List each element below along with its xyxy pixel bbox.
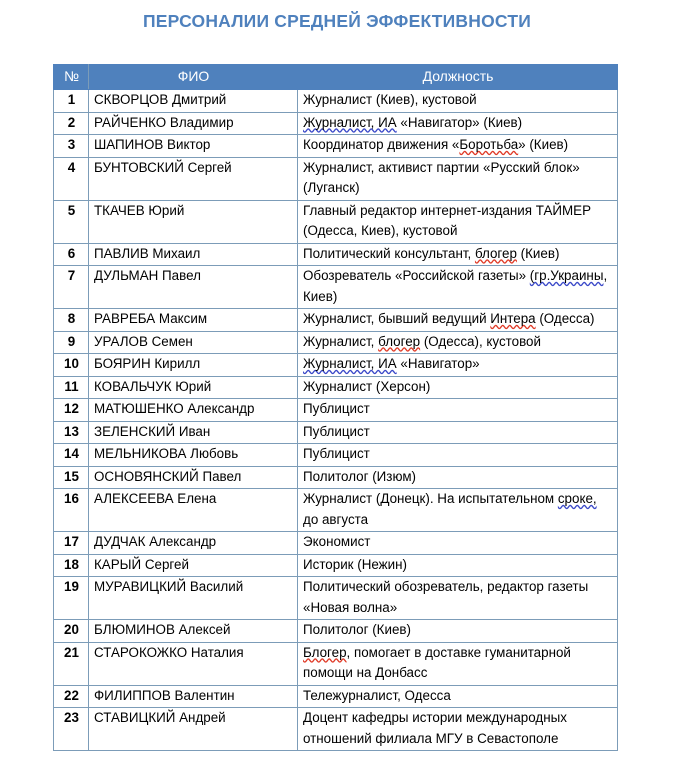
cell-number: 14 (54, 444, 89, 467)
cell-number: 3 (54, 135, 89, 158)
cell-fullname: БУНТОВСКИЙ Сергей (89, 157, 298, 200)
cell-number: 16 (54, 489, 89, 532)
cell-number: 12 (54, 399, 89, 422)
cell-fullname: ЗЕЛЕНСКИЙ Иван (89, 421, 298, 444)
table-body (54, 90, 618, 751)
position-text: «Навигатор» (Киев) (396, 114, 523, 130)
cell-position (298, 135, 618, 158)
cell-position (298, 642, 618, 685)
position-text: Журналист, бывший ведущий (303, 311, 491, 326)
cell-fullname: КОВАЛЬЧУК Юрий (89, 376, 298, 399)
cell-fullname: ДУЛЬМАН Павел (89, 266, 298, 309)
page-title: ПЕРСОНАЛИИ СРЕДНЕЙ ЭФФЕКТИВНОСТИ (143, 11, 531, 31)
cell-position (298, 200, 618, 243)
cell-position (298, 399, 618, 422)
cell-number: 22 (54, 685, 89, 708)
position-text: Координатор движения « (303, 137, 460, 152)
persons-table (53, 64, 618, 751)
position-text: Тележурналист, Одесса (303, 687, 451, 703)
cell-position (298, 266, 618, 309)
table-row (54, 266, 618, 309)
position-text: Журналист (Херсон) (303, 378, 431, 394)
cell-fullname: ШАПИНОВ Виктор (89, 135, 298, 158)
cell-position (298, 444, 618, 467)
position-text: Публицист (303, 446, 370, 461)
position-text: Политолог (Изюм) (303, 468, 417, 484)
position-text: Политолог (Киев) (303, 622, 411, 637)
cell-fullname: БЛЮМИНОВ Алексей (89, 620, 298, 643)
position-text: Журналист (Донецк). На испытательном (303, 491, 558, 506)
spellcheck-error-text: блогер (378, 333, 421, 349)
cell-number: 18 (54, 554, 89, 577)
column-header-position: Должность (298, 65, 618, 90)
cell-position (298, 466, 618, 489)
cell-number: 15 (54, 466, 89, 489)
cell-number: 11 (54, 376, 89, 399)
table-header-row (54, 65, 618, 90)
cell-fullname: ДУДЧАК Александр (89, 532, 298, 555)
column-header-fullname: ФИО (89, 65, 298, 90)
cell-number: 10 (54, 354, 89, 377)
cell-number: 20 (54, 620, 89, 643)
cell-position (298, 331, 618, 354)
position-text: Журналист, активист партии «Русский блок» (Луганск) (303, 159, 580, 195)
cell-position (298, 309, 618, 332)
grammarcheck-error-text: Журналист, ИА (303, 114, 397, 130)
position-text: до августа (303, 511, 369, 527)
table-row (54, 200, 618, 243)
table-row (54, 466, 618, 489)
cell-position (298, 577, 618, 620)
position-text: Политический обозреватель, редактор газеты «Новая волна» (303, 579, 589, 615)
table-row (54, 157, 618, 200)
cell-fullname: ОСНОВЯНСКИЙ Павел (89, 466, 298, 489)
table-row (54, 309, 618, 332)
cell-position (298, 354, 618, 377)
grammarcheck-error-text: (гр.Украины (529, 268, 604, 283)
cell-position (298, 620, 618, 643)
column-header-number: № (54, 65, 89, 90)
table-header (54, 65, 618, 90)
table-row (54, 708, 618, 751)
cell-fullname: РАЙЧЕНКО Владимир (89, 112, 298, 135)
table-row (54, 421, 618, 444)
cell-number: 5 (54, 200, 89, 243)
cell-position (298, 243, 618, 266)
cell-position (298, 685, 618, 708)
cell-position (298, 90, 618, 113)
position-text: Экономист (303, 534, 371, 549)
table-row (54, 620, 618, 643)
table-row (54, 243, 618, 266)
position-text: Политический консультант, (303, 245, 475, 261)
cell-fullname: БОЯРИН Кирилл (89, 354, 298, 377)
cell-position (298, 376, 618, 399)
cell-fullname: ФИЛИППОВ Валентин (89, 685, 298, 708)
position-text: Публицист (303, 423, 370, 439)
table-row (54, 685, 618, 708)
persons-table-container (53, 64, 617, 751)
position-text: Обозреватель «Российской газеты» (303, 268, 530, 283)
table-row (54, 577, 618, 620)
cell-position (298, 157, 618, 200)
spellcheck-error-text: Блогер (303, 644, 347, 660)
cell-position (298, 554, 618, 577)
cell-position (298, 489, 618, 532)
cell-fullname: СТАРОКОЖКО Наталия (89, 642, 298, 685)
position-text: (Киев) (516, 245, 560, 261)
cell-number: 17 (54, 532, 89, 555)
cell-fullname: СТАВИЦКИЙ Андрей (89, 708, 298, 751)
table-row (54, 554, 618, 577)
table-row (54, 135, 618, 158)
cell-number: 2 (54, 112, 89, 135)
table-row (54, 112, 618, 135)
cell-fullname: МУРАВИЦКИЙ Василий (89, 577, 298, 620)
position-text: «Навигатор» (396, 356, 480, 371)
position-text: , Киев) (303, 268, 608, 304)
table-row (54, 532, 618, 555)
cell-number: 19 (54, 577, 89, 620)
cell-number: 1 (54, 90, 89, 113)
table-row (54, 354, 618, 377)
position-text: (Одесса), кустовой (420, 333, 541, 349)
cell-position (298, 421, 618, 444)
cell-fullname: ПАВЛИВ Михаил (89, 243, 298, 266)
position-text: Главный редактор интернет-издания ТАЙМЕР (Одесса, Киев), кустовой (303, 202, 592, 238)
cell-fullname: УРАЛОВ Семен (89, 331, 298, 354)
cell-position (298, 112, 618, 135)
cell-number: 13 (54, 421, 89, 444)
cell-number: 8 (54, 309, 89, 332)
cell-fullname: КАРЫЙ Сергей (89, 554, 298, 577)
cell-number: 9 (54, 331, 89, 354)
position-text: Журналист (Киев), кустовой (303, 92, 477, 107)
cell-fullname: МАТЮШЕНКО Александр (89, 399, 298, 422)
cell-position (298, 532, 618, 555)
position-text: Историк (Нежин) (303, 556, 407, 572)
cell-number: 4 (54, 157, 89, 200)
cell-fullname: СКВОРЦОВ Дмитрий (89, 90, 298, 113)
cell-number: 21 (54, 642, 89, 685)
table-row (54, 376, 618, 399)
table-row (54, 90, 618, 113)
grammarcheck-error-text: Журналист, ИА (303, 356, 397, 371)
cell-fullname: РАВРЕБА Максим (89, 309, 298, 332)
cell-position (298, 708, 618, 751)
table-row (54, 399, 618, 422)
position-text: (Одесса) (535, 311, 595, 326)
cell-fullname: ТКАЧЕВ Юрий (89, 200, 298, 243)
cell-number: 6 (54, 243, 89, 266)
cell-number: 23 (54, 708, 89, 751)
position-text: , помогает в доставке гуманитарной помощи на Донбасс (303, 644, 571, 680)
position-text: Публицист (303, 401, 370, 416)
position-text: » (Киев) (518, 137, 569, 152)
cell-number: 7 (54, 266, 89, 309)
spellcheck-error-text: Интера (490, 311, 536, 326)
grammarcheck-error-text: сроке, (557, 491, 597, 506)
table-row (54, 489, 618, 532)
position-text: Доцент кафедры истории международных отношений филиала МГУ в Севастополе (303, 710, 567, 746)
spellcheck-error-text: Боротьба (459, 137, 519, 152)
spellcheck-error-text: блогер (474, 245, 517, 261)
table-row (54, 642, 618, 685)
position-text: Журналист, (303, 333, 379, 349)
table-row (54, 331, 618, 354)
cell-fullname: АЛЕКСЕЕВА Елена (89, 489, 298, 532)
cell-fullname: МЕЛЬНИКОВА Любовь (89, 444, 298, 467)
table-row (54, 444, 618, 467)
